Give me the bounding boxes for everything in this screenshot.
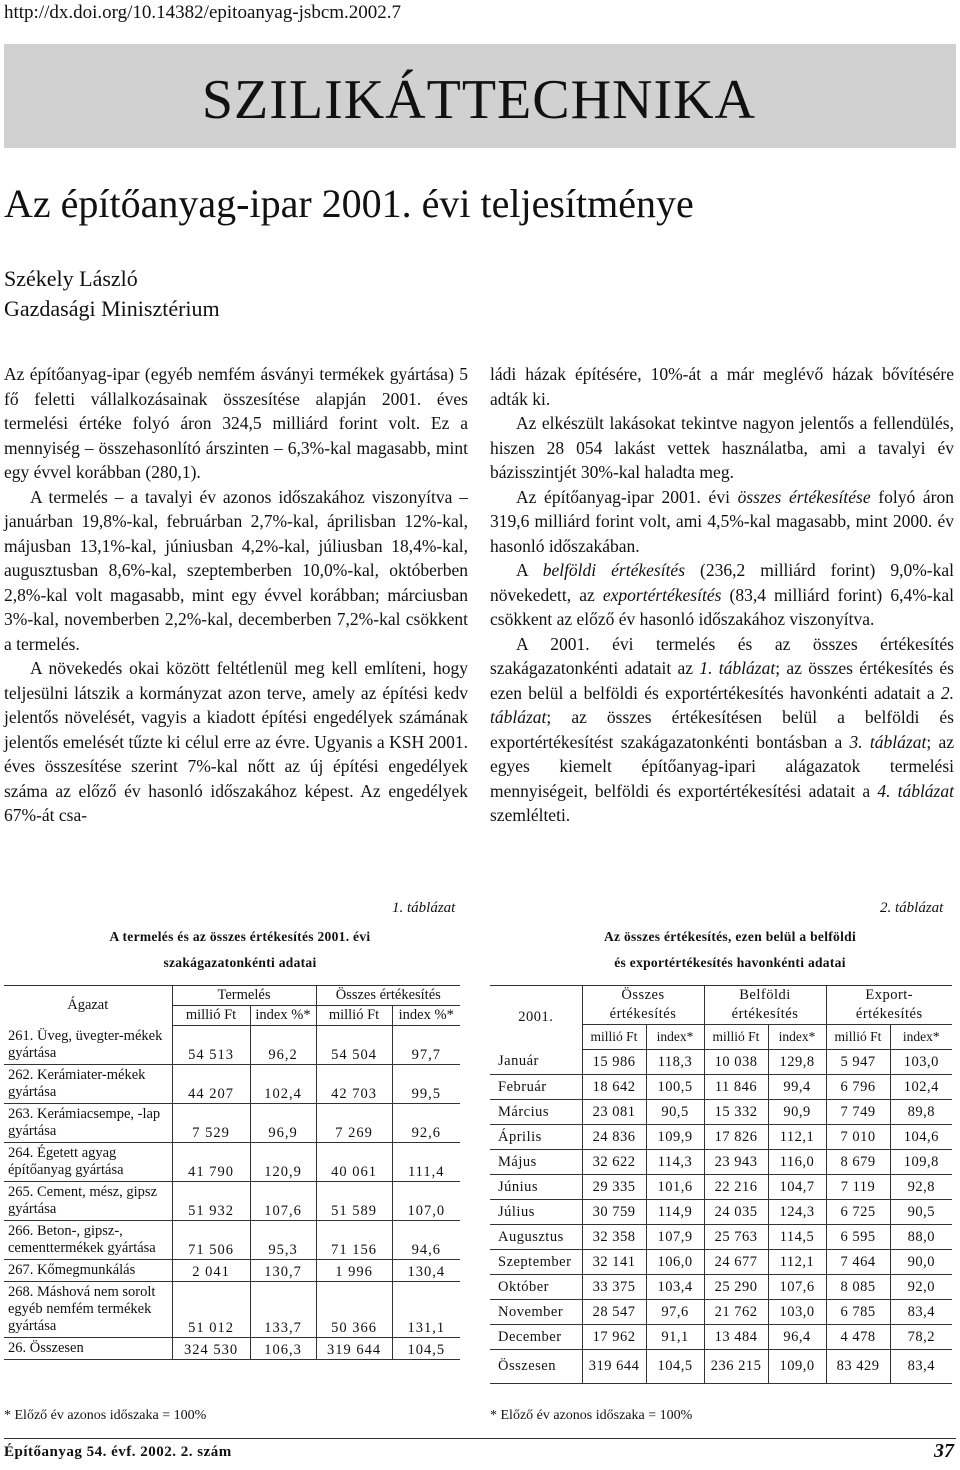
table1-head-production: Termelés [172,986,316,1006]
table-row [4,1181,460,1220]
table2-export-index: 83,4 [890,1300,952,1325]
table1-sector-name: 264. Égetett agyag építőanyag gyártása [4,1142,172,1181]
table2-footnote: * Előző év azonos időszaka = 100% [490,1408,693,1423]
table2-total-index: 101,6 [646,1175,704,1200]
table-ref: 2. táblázat [490,682,954,727]
table1-sales-value: 50 366 [316,1281,392,1337]
table2-total-index: 118,3 [646,1050,704,1075]
table2-domestic-index: 109,0 [768,1350,826,1384]
table2-export-index: 90,0 [890,1250,952,1275]
table1-head-sales: Összes értékesítés [316,986,460,1006]
body-paragraph [490,485,954,559]
table2-month: Szeptember [490,1250,582,1275]
table-row [490,1325,952,1350]
table-row [490,1100,952,1125]
table2-export-index: 90,5 [890,1200,952,1225]
table1-sector-name: 268. Máshová nem sorolt egyéb nemfém termékek gyártása [4,1281,172,1337]
table2-export-index: 92,0 [890,1275,952,1300]
table2-total-value: 319 644 [582,1350,646,1384]
caption-line: szakágazatonkénti adatai [163,955,317,970]
table2-head-domestic: Belföldi értékesítés [704,986,826,1025]
table2-export-value: 7 119 [826,1175,890,1200]
table2-total-value: 32 141 [582,1250,646,1275]
table2-total-value: 15 986 [582,1050,646,1075]
table2-domestic-value: 24 677 [704,1250,768,1275]
body-paragraph: A termelés – a tavalyi év azonos időszakához viszonyítva – januárban 19,8%-kal, februárban 2,7%-kal, áprilisban 12%-kal, májusban 13,1%-kal, júniusban 4,2%-kal, júliusban 18,4%-kal, augusztusban 8,6%-kal, szeptemberben 10,0%-kal, októberben 2,8%-kal volt magasabb, mint egy évvel korábban; márciusban 3%-kal, novemberben 2,2%-kal, decemberben 7,2%-kal csökkent a termelés. [4,486,468,654]
table1-sales-value: 7 269 [316,1103,392,1142]
text-run: szemlélteti. [490,805,571,825]
footer-divider [4,1438,956,1439]
table2-export-value: 5 947 [826,1050,890,1075]
table1-sales-index: 111,4 [392,1142,460,1181]
table2-export-index: 103,0 [890,1050,952,1075]
table-row [490,1125,952,1150]
table-row [490,1250,952,1275]
table-row [4,1142,460,1181]
table-row [490,1175,952,1200]
body-paragraph [490,632,954,828]
table-row [490,1225,952,1250]
table2-sub-mft: millió Ft [582,1025,646,1050]
table1-sales-index: 92,6 [392,1103,460,1142]
table1-sales-value: 40 061 [316,1142,392,1181]
journal-footer: Építőanyag 54. évf. 2002. 2. szám [4,1444,232,1460]
table2-export-value: 83 429 [826,1350,890,1384]
table2-export-index: 109,8 [890,1150,952,1175]
table1-sub-index: index %* [250,1006,316,1026]
table2-number: 2. táblázat [880,900,944,916]
table2-total-index: 91,1 [646,1325,704,1350]
table-row [490,1075,952,1100]
table1-sales-value: 54 504 [316,1026,392,1065]
table-row [490,1300,952,1325]
table1-production-value: 7 529 [172,1103,250,1142]
table2-export-value: 6 796 [826,1075,890,1100]
table2-domestic-value: 13 484 [704,1325,768,1350]
table2-export-value: 7 464 [826,1250,890,1275]
table1-sales-value: 1 996 [316,1259,392,1281]
section-title: SZILIKÁTTECHNIKA [201,69,756,131]
table2-total-value: 28 547 [582,1300,646,1325]
table1-production-value: 54 513 [172,1026,250,1065]
table2-domestic-index: 90,9 [768,1100,826,1125]
table-row [490,1050,952,1075]
table2-total-index: 114,9 [646,1200,704,1225]
table2-export-value: 6 785 [826,1300,890,1325]
body-column-left [4,362,468,828]
table2 [490,985,952,1384]
table2-domestic-value: 236 215 [704,1350,768,1384]
table2-domestic-index: 116,0 [768,1150,826,1175]
table2-month: Január [490,1050,582,1075]
table2-domestic-value: 23 943 [704,1150,768,1175]
table1-production-index: 95,3 [250,1220,316,1259]
table2-domestic-value: 15 332 [704,1100,768,1125]
table2-month: Június [490,1175,582,1200]
caption-line: Az összes értékesítés, ezen belül a belföldi [603,929,857,944]
table2-month: Március [490,1100,582,1125]
table2-total-value: 30 759 [582,1200,646,1225]
table2-month: Április [490,1125,582,1150]
table2-domestic-index: 96,4 [768,1325,826,1350]
table1-sales-index: 104,5 [392,1337,460,1359]
table-row [490,1150,952,1175]
table1-production-value: 51 932 [172,1181,250,1220]
table2-sub-index: index* [646,1025,704,1050]
table-row [4,1220,460,1259]
table1-number: 1. táblázat [392,900,456,916]
table2-total-index: 97,6 [646,1300,704,1325]
table1-production-value: 2 041 [172,1259,250,1281]
table-row [4,1026,460,1065]
author-name: Székely László [4,266,138,291]
table1-sales-index: 130,4 [392,1259,460,1281]
table2-month: Összesen [490,1350,582,1384]
body-paragraph: A növekedés okai között feltétlenül meg kell említeni, hogy teljesülni látszik a kormányzat azon terve, amely az építési kedv jelentős növelését, vagyis a kiadott építési engedélyek számának jelentős emelését tűzte ki célul erre az évre. Ugyanis a KSH 2001. éves összesítése szerint 7%-kal nőtt az új építési engedélyek száma az előző év hasonló időszakához képest. Az engedélyek 67%-át csa- [4,658,468,825]
table1-footnote: * Előző év azonos időszaka = 100% [4,1408,207,1423]
table2-domestic-index: 104,7 [768,1175,826,1200]
table2-total-value: 24 836 [582,1125,646,1150]
table1-sector-name: 26. Összesen [4,1337,172,1359]
text-run: ; az összes értékesítésen belül a belföldi és exportértékesítést szakágazatonkénti bontásban a [490,707,954,752]
table2-sub-mft: millió Ft [826,1025,890,1050]
table2-export-value: 8 085 [826,1275,890,1300]
table1-sub-index: index %* [392,1006,460,1026]
text-run: A [516,560,543,580]
table-row [4,1337,460,1359]
table2-export-value: 4 478 [826,1325,890,1350]
table2-total-index: 114,3 [646,1150,704,1175]
table2-total-value: 32 622 [582,1150,646,1175]
table2-export-index: 102,4 [890,1075,952,1100]
table2-export-index: 88,0 [890,1225,952,1250]
table2-domestic-value: 17 826 [704,1125,768,1150]
table1-production-index: 133,7 [250,1281,316,1337]
table2-sub-index: index* [890,1025,952,1050]
table1-production-value: 44 207 [172,1064,250,1103]
body-paragraph: ládi házak építésére, 10%-át a már meglévő házak bővítésére adták ki. [490,364,954,409]
table1-sales-index: 99,5 [392,1064,460,1103]
article-title: Az építőanyag-ipar 2001. évi teljesítménye [4,181,694,226]
table2-total-index: 103,4 [646,1275,704,1300]
table2-export-index: 78,2 [890,1325,952,1350]
table1-sales-value: 42 703 [316,1064,392,1103]
table1-sub-mft: millió Ft [316,1006,392,1026]
table2-domestic-value: 24 035 [704,1200,768,1225]
table1-caption [40,924,440,976]
table2-total-value: 17 962 [582,1325,646,1350]
table2-total-index: 100,5 [646,1075,704,1100]
table2-export-index: 83,4 [890,1350,952,1384]
table2-export-value: 6 725 [826,1200,890,1225]
table1-production-index: 102,4 [250,1064,316,1103]
table1-production-index: 106,3 [250,1337,316,1359]
table-row [4,1259,460,1281]
table-ref: 1. táblázat [699,658,776,678]
page-number: 37 [934,1440,954,1462]
text-run: Az építőanyag-ipar 2001. évi [516,486,738,507]
caption-line: A termelés és az összes értékesítés 2001. évi [109,929,371,944]
table2-total-index: 109,9 [646,1125,704,1150]
table1-sales-value: 71 156 [316,1220,392,1259]
table2-domestic-index: 103,0 [768,1300,826,1325]
table1-production-index: 107,6 [250,1181,316,1220]
section-banner [4,44,956,148]
emphasis: belföldi értékesítés [542,560,686,580]
table1-sales-value: 51 589 [316,1181,392,1220]
table-row [4,1103,460,1142]
emphasis: összes értékesítése [737,486,871,507]
table2-domestic-value: 21 762 [704,1300,768,1325]
table2-export-index: 104,6 [890,1125,952,1150]
body-paragraph: Az építőanyag-ipar (egyéb nemfém ásványi termékek gyártása) 5 fő feletti vállalkozásainak összesítése alapján 2001. éves termelési értéke folyó áron 324,5 milliárd forint volt. Ez a mennyiség – összehasonlító árszinten – 6,3%-kal magasabb, mint egy évvel korábban (280,1). [4,364,468,482]
table-row [490,1275,952,1300]
table2-month: Május [490,1150,582,1175]
table1-sales-index: 107,0 [392,1181,460,1220]
table2-export-value: 8 679 [826,1150,890,1175]
table1-sector-name: 267. Kőmegmunkálás [4,1259,172,1281]
table2-domestic-value: 10 038 [704,1050,768,1075]
table2-sub-mft: millió Ft [704,1025,768,1050]
table-row [4,1281,460,1337]
table2-domestic-index: 112,1 [768,1250,826,1275]
text-run: (236,2 milliárd forint) 9,0%-kal növekedett, az [490,560,954,605]
table1-sector-name: 266. Beton-, gipsz-, cementtermékek gyártása [4,1220,172,1259]
table1-production-value: 51 012 [172,1281,250,1337]
table-total-row [490,1350,952,1384]
table2-head-year: 2001. [490,986,582,1050]
table2-total-value: 29 335 [582,1175,646,1200]
table1-head-sector: Ágazat [4,986,172,1026]
table1 [4,985,460,1360]
table1-production-value: 71 506 [172,1220,250,1259]
author-affiliation: Gazdasági Minisztérium [4,296,220,321]
table2-export-value: 6 595 [826,1225,890,1250]
table2-head-total: Összes értékesítés [582,986,704,1025]
table1-sector-name: 265. Cement, mész, gipsz gyártása [4,1181,172,1220]
table2-export-value: 7 010 [826,1125,890,1150]
table2-total-value: 18 642 [582,1075,646,1100]
table2-sub-index: index* [768,1025,826,1050]
text-run: folyó áron 319,6 milliárd forint volt, ami 4,5%-kal magasabb, mint 2000. év hasonló időszakában. [490,486,954,556]
table2-caption [520,924,940,976]
table2-month: Október [490,1275,582,1300]
body-paragraph [490,558,954,632]
text-run: (83,4 milliárd forint) 6,4%-kal csökkent az előző év hasonló időszakához viszonyítva. [490,584,954,629]
table1-sector-name: 262. Kerámiater-mékek gyártása [4,1064,172,1103]
table2-total-index: 104,5 [646,1350,704,1384]
table2-domestic-value: 22 216 [704,1175,768,1200]
table1-sales-index: 94,6 [392,1220,460,1259]
table2-total-value: 23 081 [582,1100,646,1125]
table1-production-index: 120,9 [250,1142,316,1181]
table1-sales-index: 97,7 [392,1026,460,1065]
table1-sector-name: 261. Üveg, üvegter-mékek gyártása [4,1026,172,1065]
table2-domestic-value: 25 763 [704,1225,768,1250]
table1-sales-index: 131,1 [392,1281,460,1337]
table2-domestic-value: 25 290 [704,1275,768,1300]
table2-month: Február [490,1075,582,1100]
text-run: ; az egyes kiemelt építőanyag-ipari alágazatok termelési mennyiségeit, belföldi és exportértékesítési adatait a [490,731,954,801]
table1-production-index: 130,7 [250,1259,316,1281]
table1-production-index: 96,9 [250,1103,316,1142]
table2-domestic-index: 129,8 [768,1050,826,1075]
table2-total-index: 90,5 [646,1100,704,1125]
doi-link[interactable]: http://dx.doi.org/10.14382/epitoanyag-jsbcm.2002.7 [4,2,402,23]
table1-production-value: 41 790 [172,1142,250,1181]
text-run: ; az összes értékesítés és ezen belül a belföldi és exportértékesítés havonkénti adatait a [490,658,954,703]
table2-export-value: 7 749 [826,1100,890,1125]
table2-domestic-index: 114,5 [768,1225,826,1250]
table2-total-value: 33 375 [582,1275,646,1300]
table-row [490,1200,952,1225]
emphasis: exportértékesítés [602,584,722,605]
table2-head-export: Export-értékesítés [826,986,952,1025]
body-column-right [490,362,954,828]
text-run: A 2001. évi termelés és az összes értékesítés szakágazatonkénti adatait az [490,633,954,678]
table2-total-value: 32 358 [582,1225,646,1250]
table2-domestic-index: 124,3 [768,1200,826,1225]
table2-month: Július [490,1200,582,1225]
table1-production-value: 324 530 [172,1337,250,1359]
body-paragraph: Az elkészült lakásokat tekintve nagyon jelentős a fellendülés, hiszen 28 054 lakást vettek használatba, ami a tavalyi év bázisszintjét 30%-kal haladta meg. [490,413,954,482]
table-ref: 3. táblázat [849,731,927,752]
table2-domestic-index: 112,1 [768,1125,826,1150]
table1-production-index: 96,2 [250,1026,316,1065]
table2-month: December [490,1325,582,1350]
table2-month: Augusztus [490,1225,582,1250]
table2-total-index: 106,0 [646,1250,704,1275]
table-ref: 4. táblázat [877,780,954,801]
table1-sub-mft: millió Ft [172,1006,250,1026]
table1-sector-name: 263. Kerámiacsempe, -lap gyártása [4,1103,172,1142]
table1-sales-value: 319 644 [316,1337,392,1359]
table2-domestic-value: 11 846 [704,1075,768,1100]
table2-total-index: 107,9 [646,1225,704,1250]
table2-domestic-index: 99,4 [768,1075,826,1100]
caption-line: és exportértékesítés havonkénti adatai [614,955,846,970]
table2-export-index: 92,8 [890,1175,952,1200]
table2-export-index: 89,8 [890,1100,952,1125]
table-row [4,1064,460,1103]
table2-month: November [490,1300,582,1325]
table2-domestic-index: 107,6 [768,1275,826,1300]
